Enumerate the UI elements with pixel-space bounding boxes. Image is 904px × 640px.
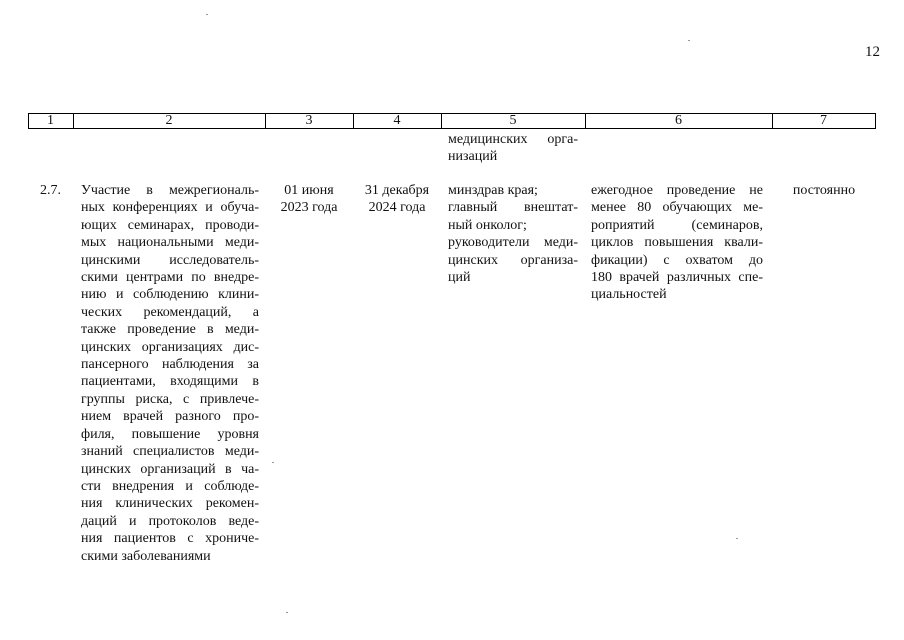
text-line: цинскими исследователь- (81, 252, 259, 268)
text-line: циальностей (591, 287, 667, 303)
text-line: низаций (448, 149, 498, 165)
text-line: даций и протоколов веде- (81, 513, 259, 529)
row-number: 2.7. (40, 183, 61, 198)
text-line: нием врачей разного про- (81, 409, 259, 425)
text-line: ный онколог; (448, 217, 527, 233)
text-line: цинских организациях дис- (81, 339, 259, 355)
row-result (591, 182, 763, 304)
text-line: Участие в межрегиональ- (81, 183, 259, 198)
page-number: 12 (865, 44, 880, 60)
header-divider (875, 113, 876, 129)
row-description (81, 182, 259, 565)
text-line: ния клинических рекомен- (81, 496, 259, 512)
header-col-1: 1 (47, 113, 54, 128)
text-line: пациентами, входящими в (81, 374, 259, 390)
scan-speck (286, 612, 288, 613)
text-line: минздрав края; (448, 183, 538, 198)
text-line: также проведение в меди- (81, 322, 259, 338)
text-line: циклов повышения квали- (591, 235, 763, 251)
row-start-date (268, 182, 350, 217)
scan-speck (272, 462, 274, 463)
header-col-6: 6 (675, 113, 682, 128)
text-line: главный внештат- (448, 200, 578, 216)
header-col-3: 3 (305, 113, 313, 128)
scan-speck (736, 538, 738, 539)
continuation-col5 (448, 131, 578, 166)
text-line: менее 80 обучающих ме- (591, 200, 763, 216)
text-line: ных конференциях и обуча- (81, 200, 259, 216)
header-col-4: 4 (393, 113, 401, 128)
header-col-7: 7 (820, 113, 827, 128)
header-col-2: 2 (165, 113, 173, 128)
text-line: ческих рекомендаций, а (81, 304, 259, 320)
text-line: филя, повышение уровня (81, 426, 259, 442)
text-line: пансерного наблюдения за (81, 357, 259, 373)
scan-speck (688, 40, 690, 41)
text-line: сти внедрения и соблюде- (81, 478, 259, 494)
text-line: группы риска, с привлече- (81, 391, 259, 407)
row-end-date (356, 182, 438, 217)
text-line: 2023 года (280, 200, 338, 216)
text-line: ежегодное проведение не (591, 183, 763, 198)
text-line: фикации) с охватом до (591, 252, 763, 268)
text-line: 2024 года (368, 200, 426, 216)
text-line: медицинских орга- (448, 132, 578, 147)
text-line: скими заболеваниями (81, 548, 211, 564)
row-responsible (448, 182, 578, 286)
row-deadline: постоянно (792, 183, 856, 198)
text-line: цинских организаций в ча- (81, 461, 259, 477)
text-line: нию и соблюдению клини- (81, 287, 259, 303)
text-line: 31 декабря (364, 183, 430, 198)
text-line: ния пациентов с хрониче- (81, 531, 259, 547)
text-line: роприятий (семинаров, (591, 217, 763, 233)
text-line: скими центрами по внедре- (81, 270, 259, 286)
text-line: 01 июня (284, 183, 334, 198)
scan-speck (206, 14, 208, 15)
header-col-5: 5 (509, 113, 517, 128)
text-line: ющих семинарах, проводи- (81, 217, 259, 233)
text-line: мых национальными меди- (81, 235, 259, 251)
text-line: цинских организа- (448, 252, 578, 268)
text-line: знаний специалистов меди- (81, 444, 259, 460)
text-line: 180 врачей различных спе- (591, 270, 763, 286)
text-line: руководители меди- (448, 235, 578, 251)
text-line: ций (448, 270, 471, 286)
